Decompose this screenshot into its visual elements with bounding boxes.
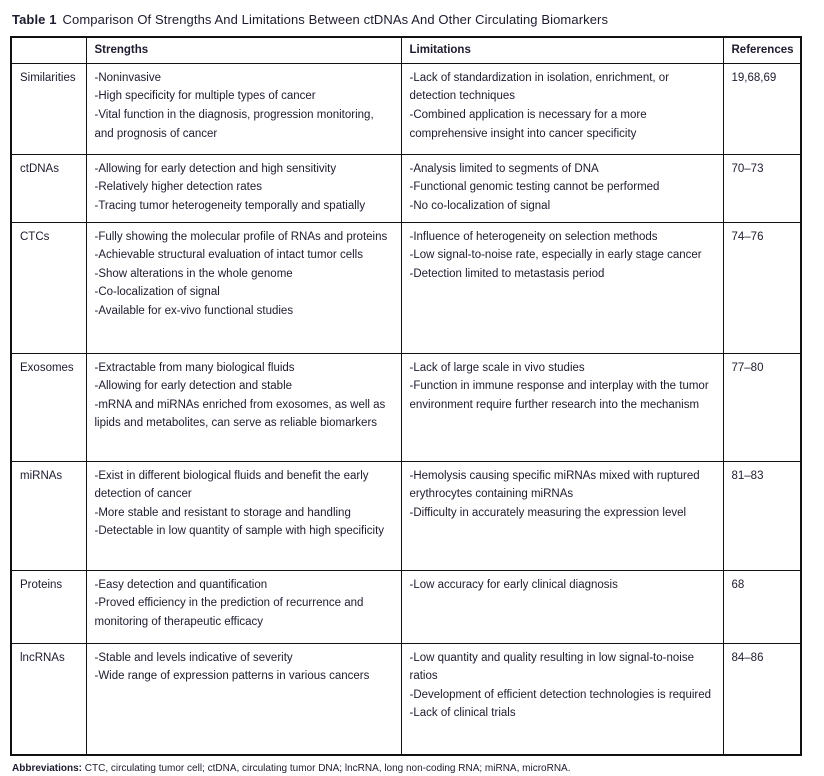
limitations-item: -Lack of standardization in isolation, enrichment, or detection techniques [409, 71, 670, 103]
limitations-cell [401, 222, 723, 353]
table-number-label: Table 1 [12, 12, 57, 27]
table-row-exosomes [11, 353, 801, 461]
strengths-cell [86, 570, 401, 643]
reference-citation-link[interactable]: 19,68,69 [731, 71, 777, 84]
strengths-item: -Detectable in low quantity of sample with high specificity [94, 525, 385, 538]
table-row-mirnas [11, 461, 801, 570]
reference-citation-link[interactable]: 70–73 [731, 162, 764, 175]
biomarker-comparison-table [10, 36, 802, 756]
limitations-item: -Low accuracy for early clinical diagnosis [409, 578, 618, 591]
table-title [12, 12, 812, 27]
limitations-item: -No co-localization of signal [409, 199, 551, 212]
limitations-item: -Analysis limited to segments of DNA [409, 162, 599, 175]
strengths-cell [86, 353, 401, 461]
limitations-item: -Functional genomic testing cannot be performed [409, 181, 660, 194]
limitations-item: -Difficulty in accurately measuring the expression level [409, 506, 687, 519]
abbreviations-text: CTC, circulating tumor cell; ctDNA, circulating tumor DNA; lncRNA, long non-coding RNA; miRNA, microRNA. [84, 762, 571, 774]
strengths-cell [86, 63, 401, 154]
limitations-cell [401, 643, 723, 755]
strengths-item: -Stable and levels indicative of severity [94, 651, 293, 664]
category-cell: lncRNAs [11, 643, 86, 755]
references-cell [723, 222, 801, 353]
category-cell: Exosomes [11, 353, 86, 461]
table-row-similarities [11, 63, 801, 154]
limitations-item: -Combined application is necessary for a more comprehensive insight into cancer specificity [409, 108, 647, 140]
limitations-item: -Lack of clinical trials [409, 707, 516, 720]
strengths-item: -Co-localization of signal [94, 286, 220, 299]
strengths-item: -Wide range of expression patterns in various cancers [94, 670, 370, 683]
strengths-item: -Allowing for early detection and high sensitivity [94, 162, 337, 175]
header-category [11, 37, 86, 63]
abbreviations-note [12, 762, 812, 776]
reference-citation-link[interactable]: 77–80 [731, 361, 764, 374]
limitations-cell [401, 461, 723, 570]
strengths-item: -Show alterations in the whole genome [94, 267, 293, 280]
strengths-item: -mRNA and miRNAs enriched from exosomes, as well as lipids and metabolites, can serve as reliable biomarkers [94, 398, 386, 430]
reference-citation-link[interactable]: 68 [731, 578, 745, 591]
strengths-item: -Fully showing the molecular profile of RNAs and proteins [94, 230, 388, 243]
limitations-item: -Influence of heterogeneity on selection methods [409, 230, 658, 243]
strengths-item: -Proved efficiency in the prediction of recurrence and monitoring of therapeutic efficacy [94, 597, 364, 628]
references-cell [723, 570, 801, 643]
strengths-item: -Vital function in the diagnosis, progression monitoring, and prognosis of cancer [94, 108, 374, 140]
limitations-cell [401, 63, 723, 154]
strengths-item: -High specificity for multiple types of cancer [94, 90, 316, 103]
category-cell: ctDNAs [11, 154, 86, 222]
limitations-item: -Low quantity and quality resulting in low signal-to-noise ratios [409, 651, 694, 683]
limitations-item: -Development of efficient detection technologies is required [409, 688, 712, 701]
reference-citation-link[interactable]: 81–83 [731, 469, 764, 482]
references-cell [723, 353, 801, 461]
strengths-item: -Easy detection and quantification [94, 578, 268, 591]
table-row-ctdnas [11, 154, 801, 222]
table-row-lncrnas [11, 643, 801, 755]
table-caption: Comparison Of Strengths And Limitations Between ctDNAs And Other Circulating Biomarkers [62, 12, 609, 27]
table-body [11, 63, 801, 754]
header-row [11, 37, 801, 63]
limitations-item: -Low signal-to-noise rate, especially in early stage cancer [409, 249, 702, 262]
limitations-item: -Lack of large scale in vivo studies [409, 361, 585, 374]
limitations-item: -Detection limited to metastasis period [409, 267, 605, 280]
strengths-item: -Relatively higher detection rates [94, 181, 262, 194]
strengths-item: -Allowing for early detection and stable [94, 380, 293, 393]
limitations-cell [401, 570, 723, 643]
strengths-item: -Available for ex-vivo functional studies [94, 305, 294, 317]
strengths-item: -Exist in different biological fluids and benefit the early detection of cancer [94, 469, 369, 501]
table-row-proteins [11, 570, 801, 643]
limitations-item: -Function in immune response and interplay with the tumor environment require further research into the mechanism [409, 380, 709, 411]
reference-citation-link[interactable]: 74–76 [731, 230, 764, 243]
strengths-item: -Extractable from many biological fluids [94, 361, 295, 374]
limitations-item: -Hemolysis causing specific miRNAs mixed with ruptured erythrocytes containing miRNAs [409, 469, 700, 501]
limitations-cell [401, 353, 723, 461]
header-limitations: Limitations [401, 37, 723, 63]
abbreviations-label: Abbreviations: [12, 762, 83, 774]
references-cell [723, 154, 801, 222]
references-cell [723, 461, 801, 570]
category-cell: Proteins [11, 570, 86, 643]
reference-citation-link[interactable]: 84–86 [731, 651, 764, 664]
table-row-ctcs [11, 222, 801, 353]
strengths-cell [86, 154, 401, 222]
strengths-item: -Tracing tumor heterogeneity temporally and spatially [94, 199, 366, 212]
category-cell: miRNAs [11, 461, 86, 570]
strengths-item: -Noninvasive [94, 71, 161, 84]
header-references: References [723, 37, 801, 63]
category-cell: Similarities [11, 63, 86, 154]
strengths-item: -Achievable structural evaluation of intact tumor cells [94, 249, 363, 262]
strengths-cell [86, 643, 401, 755]
category-cell: CTCs [11, 222, 86, 353]
header-strengths: Strengths [86, 37, 401, 63]
strengths-item: -More stable and resistant to storage and handling [94, 506, 351, 519]
limitations-cell [401, 154, 723, 222]
references-cell [723, 643, 801, 755]
strengths-cell [86, 461, 401, 570]
strengths-cell [86, 222, 401, 353]
references-cell [723, 63, 801, 154]
